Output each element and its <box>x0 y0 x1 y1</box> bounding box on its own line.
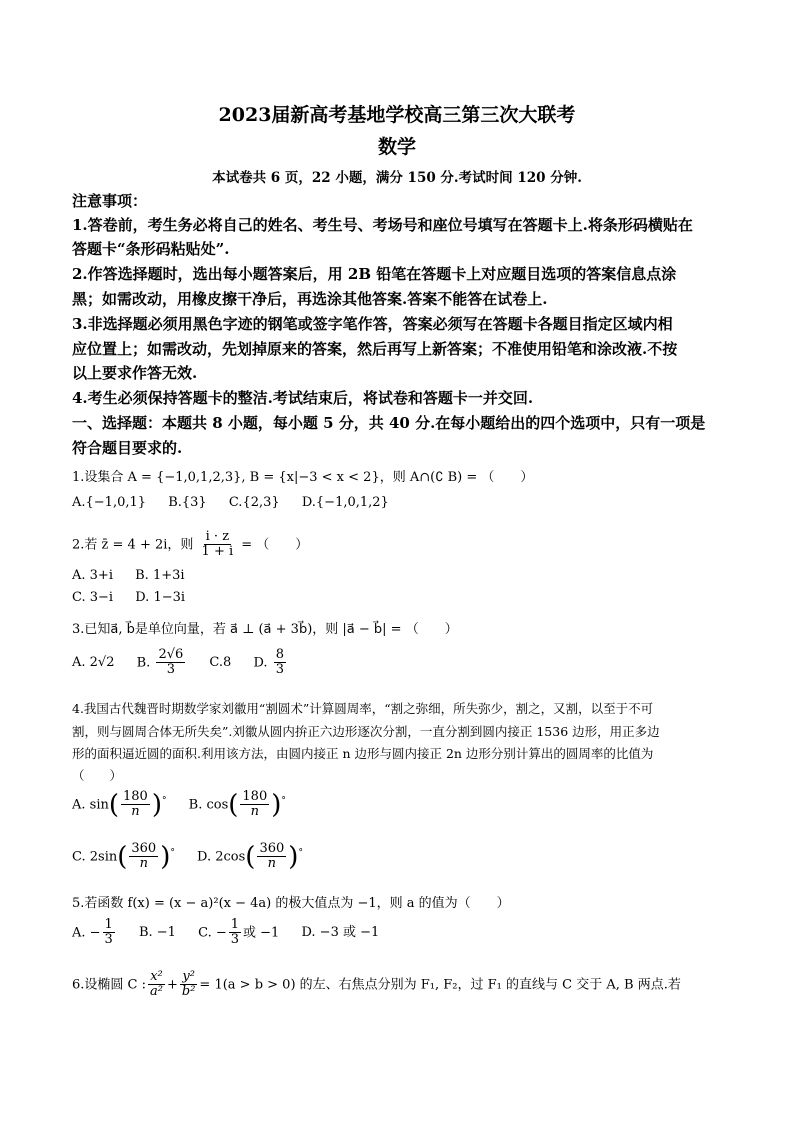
q5-option-a-fraction <box>103 918 115 948</box>
q5-option-a <box>72 918 117 948</box>
notes-line-3: 2.作答选择题时，选出每小题答案后，用 2B 铅笔在答题卡上对应题目选项的答案信息点涂 <box>72 265 677 283</box>
q6-fraction-1-den: a² <box>150 984 163 1000</box>
q3-option-d-label: D. <box>253 655 268 671</box>
q5-option-c-tail: 或 −1 <box>243 925 280 941</box>
q6-stem-post: = 1(a > b > 0) 的左、右焦点分别为 F₁, F₂，过 F₁ 的直线与 C 交于 A, B 两点.若 <box>199 977 681 993</box>
notes-line-6: 应位置上；如需改动，先划掉原来的答案，然后再写上新答案；不准使用铅笔和涂改液.不按 <box>72 340 678 358</box>
q4-option-c: C. 2sin( $\frac{360}{n}$ )° <box>72 841 175 872</box>
q4-option-b-fraction <box>240 790 269 820</box>
notes-line-2: 答题卡“条形码粘贴处”. <box>72 240 230 258</box>
q4-option-b-den: n <box>250 804 259 820</box>
q4-option-a-label: A. sin <box>72 797 109 813</box>
notes-line-4: 黑；如需改动，用橡皮擦干净后，再选涂其他答案.答案不能答在试卷上. <box>72 290 548 308</box>
q4-option-a-degree: ° <box>162 795 167 806</box>
q4-option-a: A. sin( $\frac{180}{n}$ )° <box>72 789 167 820</box>
q5-option-c-den: 3 <box>230 932 240 948</box>
q4-option-a-fraction <box>121 790 150 820</box>
q3-options <box>72 648 306 678</box>
section-heading-line-2: 符合题目要求的. <box>72 439 183 457</box>
q1-option-a: A.{−1,0,1} <box>72 495 147 510</box>
q4-options-row-1 <box>72 790 304 820</box>
notes-line-5: 3.非选择题必须用黑色字迹的钢笔或签字笔作答，答案必须写在答题卡各题目指定区域内相 <box>72 315 673 333</box>
notes-line-8: 4.考生必须保持答题卡的整洁.考试结束后，将试卷和答题卡一并交回. <box>72 389 534 407</box>
q3-option-b-num: 2√6 <box>158 647 184 662</box>
q4-option-c-degree: ° <box>170 847 175 858</box>
q2-option-c: C. 3−i <box>72 590 114 605</box>
q3-option-b-fraction <box>156 648 185 678</box>
q6-stem <box>72 970 681 1000</box>
q2-fraction-num: i · z <box>205 529 230 544</box>
q4-line-1: 4.我国古代魏晋时期数学家刘徽用“割圆术”计算圆周率，“割之弥细，所失弥少，割之，又割，以至于不可 <box>72 701 654 716</box>
q2-option-a: A. 3+i <box>72 568 113 583</box>
q2-stem-post: = （ ） <box>241 537 309 553</box>
q2-option-d: D. 1−3i <box>135 590 186 605</box>
q3-option-d-den: 3 <box>275 662 284 678</box>
q4-option-a-den: n <box>131 804 140 820</box>
notes-heading: 注意事项： <box>72 192 148 210</box>
q1-option-b: B.{3} <box>168 495 207 510</box>
q2-fraction <box>200 530 236 560</box>
notes-line-1: 1.答卷前，考生务必将自己的姓名、考生号、考场号和座位号填写在答题卡上.将条形码横贴在 <box>72 216 693 234</box>
q4-option-c-den: n <box>139 856 148 872</box>
exam-title: 2023届新高考基地学校高三第三次大联考 <box>218 104 576 126</box>
q4-line-4: （ ） <box>72 768 123 783</box>
q4-option-b-num: 180 <box>242 789 268 804</box>
q2-option-b: B. 1+3i <box>135 568 185 583</box>
notes-line-7: 以上要求作答无效. <box>72 364 198 382</box>
q4-option-d-label: D. 2cos <box>197 849 246 865</box>
section-heading-line-1: 一、选择题：本题共 8 小题，每小题 5 分，共 40 分.在每小题给出的四个选项中，只有一项是 <box>72 414 706 432</box>
q5-stem: 5.若函数 f(x) = (x − a)²(x − 4a) 的极大值点为 −1，则 a 的值为（ ） <box>72 896 510 911</box>
q3-option-b-den: 3 <box>166 662 175 678</box>
q4-option-d-num: 360 <box>259 841 285 856</box>
q5-option-c-label: C. − <box>198 925 227 941</box>
q5-option-a-num: 1 <box>104 917 113 932</box>
q2-stem-pre: 2.若 z̄ = 4 + 2i，则 <box>72 537 194 553</box>
q6-fraction-1-num: x² <box>150 969 163 984</box>
q2-stem <box>72 530 308 560</box>
q6-stem-pre: 6.设椭圆 C : <box>72 977 146 993</box>
q4-option-d-fraction <box>257 842 286 872</box>
q5-option-c <box>198 918 279 948</box>
q1-options <box>72 495 407 510</box>
q4-option-c-label: C. 2sin <box>72 849 118 865</box>
q4-option-c-fraction <box>129 842 158 872</box>
q1-option-c: C.{2,3} <box>228 495 280 510</box>
q4-option-c-num: 360 <box>131 841 157 856</box>
q5-option-a-label: A. − <box>72 925 101 941</box>
q6-fraction-2-num: y² <box>182 969 195 984</box>
q4-line-2: 割，则与圆周合体无所失矣”.刘徽从圆内拚正六边形逐次分割，一直分割到圆内接正 1536 边形，用正多边 <box>72 724 660 739</box>
exam-subject: 数学 <box>377 136 416 158</box>
q5-option-a-den: 3 <box>104 932 113 948</box>
q5-option-b: B. −1 <box>138 925 176 941</box>
q4-option-a-num: 180 <box>123 789 148 804</box>
q1-stem: 1.设集合 A = {−1,0,1,2,3}, B = {x|−3 < x < 2}，则 A∩(∁ B) = （ ） <box>72 470 534 485</box>
q2-fraction-den: 1 + i <box>201 544 234 560</box>
q6-fraction-1 <box>148 970 165 1000</box>
q4-option-d-den: n <box>267 856 277 872</box>
q1-option-d: D.{−1,0,1,2} <box>301 495 389 510</box>
q4-option-b-label: B. cos <box>188 797 229 813</box>
q5-option-d: D. −3 或 −1 <box>301 925 380 941</box>
q4-option-d-degree: ° <box>298 847 303 858</box>
q3-option-b-label: B. <box>136 655 151 671</box>
q4-option-d: D. 2cos( $\frac{360}{n}$ )° <box>197 841 303 872</box>
q5-option-c-num: 1 <box>230 917 240 932</box>
q3-option-a: A. 2√2 <box>72 655 115 671</box>
q3-option-b <box>137 648 188 678</box>
q4-option-b: B. cos( $\frac{180}{n}$ )° <box>188 789 286 820</box>
q6-fraction-2-den: b² <box>181 984 196 1000</box>
q3-option-d-num: 8 <box>275 647 284 662</box>
q4-options-row-2 <box>72 842 321 872</box>
q2-options-row-2 <box>72 590 203 605</box>
q4-line-3: 形的面积逼近圆的面积.利用该方法，由圆内接正 n 边形与圆内接正 2n 边形分别计算出的圆周率的比值为 <box>72 746 654 761</box>
exam-info: 本试卷共 6 页，22 小题，满分 150 分.考试时间 120 分钟. <box>212 170 582 186</box>
q4-option-b-degree: ° <box>281 795 286 806</box>
q5-option-c-fraction <box>229 918 241 948</box>
q5-options <box>72 918 397 948</box>
q3-option-d-fraction <box>274 648 286 678</box>
q6-plus: + <box>166 977 178 993</box>
q3-stem: 3.已知a⃗, b⃗是单位向量，若 a⃗ ⊥ (a⃗ + 3b⃗)，则 |a⃗ − b⃗| = （ ） <box>72 622 458 637</box>
q2-options-row-1 <box>72 568 203 583</box>
q3-option-d <box>253 648 288 678</box>
q6-fraction-2 <box>180 970 198 1000</box>
q3-option-c: C.8 <box>209 655 232 671</box>
